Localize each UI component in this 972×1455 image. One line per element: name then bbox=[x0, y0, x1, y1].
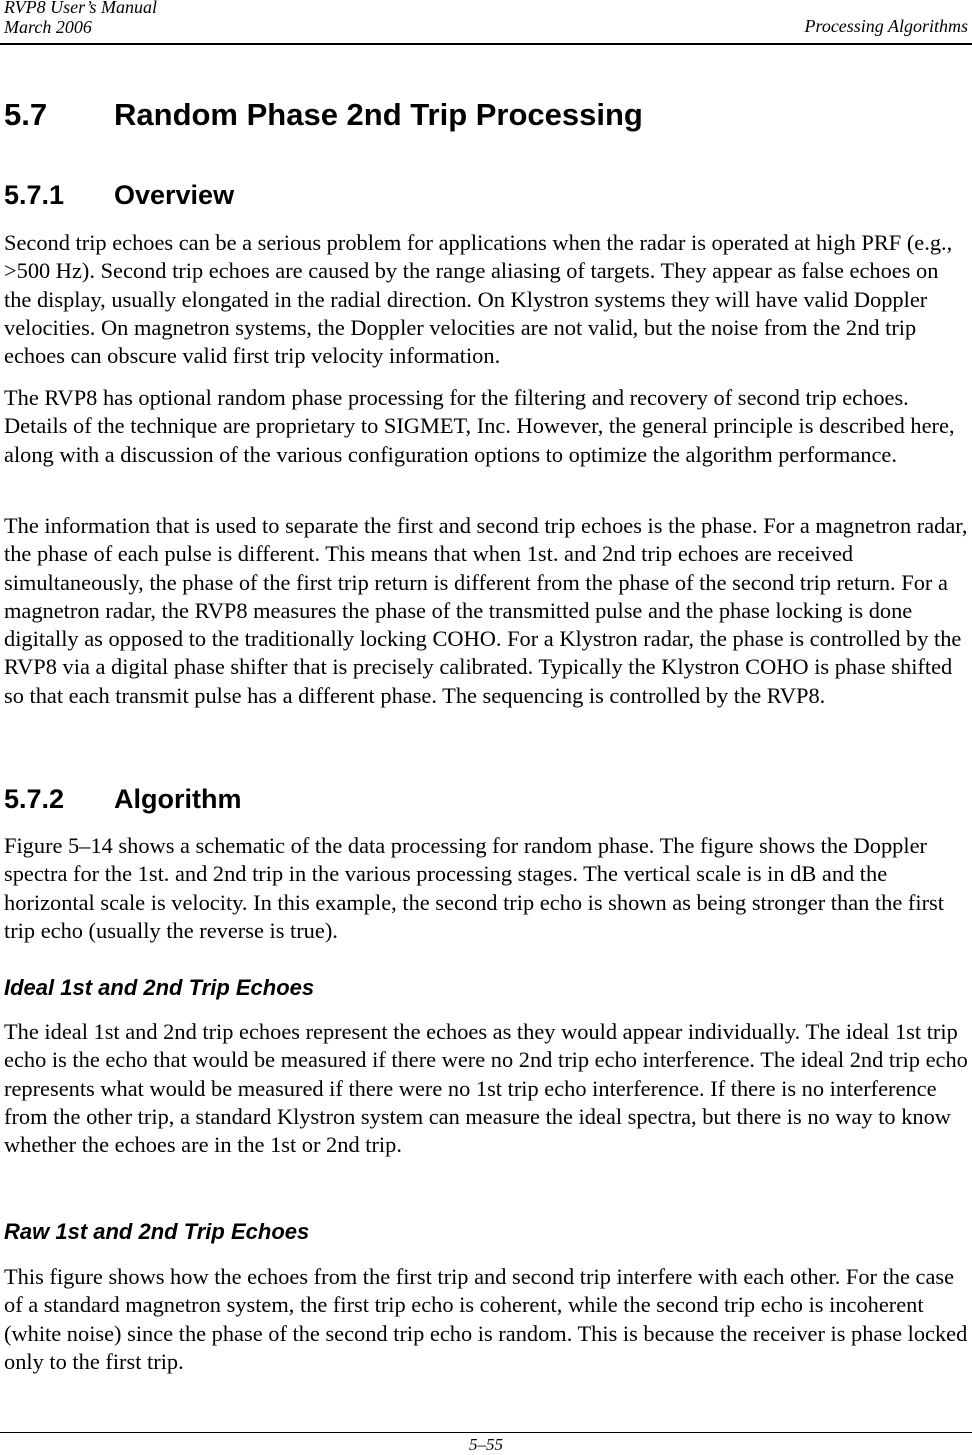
topic-heading-raw: Raw 1st and 2nd Trip Echoes bbox=[4, 1219, 310, 1244]
manual-title: RVP8 User’s Manual bbox=[4, 0, 157, 17]
subsection-title: Overview bbox=[114, 180, 235, 210]
running-header-left bbox=[4, 0, 157, 37]
subsection-heading-overview bbox=[4, 178, 234, 212]
subsection-title: Algorithm bbox=[114, 784, 242, 814]
header-rule bbox=[0, 43, 972, 45]
topic-paragraph-raw: This figure shows how the echoes from the first trip and second trip interfere with each other. For the case of a standard magnetron system, the first trip echo is coherent, while the second trip echo is incoherent (white noise) since the phase of the second trip echo is random. This is because the receiver is phase locked only to the first trip. bbox=[4, 1264, 968, 1374]
subsection-number: 5.7.1 bbox=[4, 180, 65, 210]
overview-paragraph-1: Second trip echoes can be a serious problem for applications when the radar is operated at high PRF (e.g., >500 Hz). Second trip echoes are caused by the range aliasing of targets. They appear as false echoes on the display, usually elongated in the radial direction. On Klystron systems they will have valid Doppler velocities. On magnetron systems, the Doppler velocities are not valid, but the noise from the 2nd trip echoes can obscure valid first trip velocity information. bbox=[4, 230, 953, 369]
subsection-heading-algorithm bbox=[4, 782, 242, 816]
page-number: 5–55 bbox=[469, 1435, 503, 1454]
section-number: 5.7 bbox=[4, 97, 48, 132]
overview-paragraph-3: The information that is used to separate the first and second trip echoes is the phase. For a magnetron radar, the phase of each pulse is different. This means that when 1st. and 2nd trip echoes are received simultaneously, the phase of the first trip return is different from the phase of the second trip return. For a magnetron radar, the RVP8 measures the phase of the transmitted pulse and the phase locking is done digitally as opposed to the traditionally locking COHO. For a Klystron radar, the phase is controlled by the RVP8 via a digital phase shifter that is precisely calibrated. Typically the Klystron COHO is phase shifted so that each transmit pulse has a different phase. The sequencing is controlled by the RVP8. bbox=[4, 513, 968, 708]
footer-rule bbox=[0, 1432, 972, 1433]
section-title: Random Phase 2nd Trip Processing bbox=[114, 97, 643, 132]
subsection-number: 5.7.2 bbox=[4, 784, 65, 814]
algorithm-paragraph: Figure 5–14 shows a schematic of the data processing for random phase. The figure shows the Doppler spectra for the 1st. and 2nd trip in the various processing stages. The vertical scale is in dB and the horizontal scale is velocity. In this example, the second trip echo is shown as being stronger than the first trip echo (usually the reverse is true). bbox=[4, 833, 944, 943]
overview-paragraph-2: The RVP8 has optional random phase processing for the filtering and recovery of second trip echoes. Details of the technique are proprietary to SIGMET, Inc. However, the general principle is described here, along with a discussion of the various configuration options to optimize the algorithm performance. bbox=[4, 385, 955, 467]
topic-heading-ideal: Ideal 1st and 2nd Trip Echoes bbox=[4, 975, 315, 1000]
section-heading bbox=[4, 95, 643, 135]
topic-paragraph-ideal: The ideal 1st and 2nd trip echoes represent the echoes as they would appear individually. The ideal 1st trip echo is the echo that would be measured if there were no 2nd trip echo interference. The ideal 2nd trip echo represents what would be measured if there were no 1st trip echo interference. If there is no interference from the other trip, a standard Klystron system can measure the ideal spectra, but there is no way to know whether the echoes are in the 1st or 2nd trip. bbox=[4, 1019, 968, 1158]
running-header-chapter: Processing Algorithms bbox=[804, 16, 968, 36]
manual-date: March 2006 bbox=[4, 17, 92, 37]
